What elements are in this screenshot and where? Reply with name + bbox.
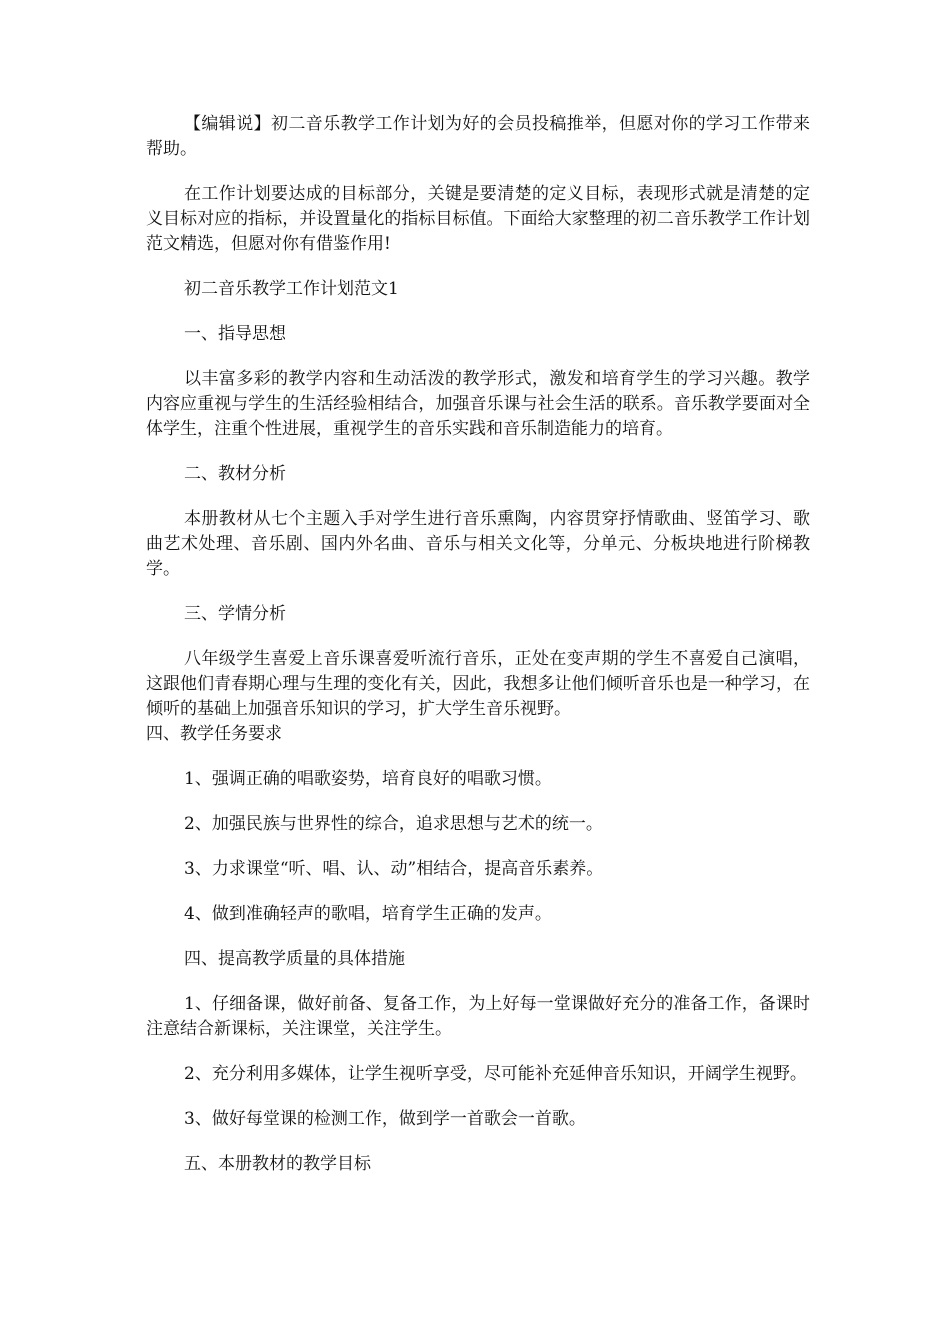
student-analysis-paragraph: 八年级学生喜爱上音乐课喜爱听流行音乐，正处在变声期的学生不喜爱自己演唱，这跟他们青春期心理与生理的变化有关，因此，我想多让他们倾听音乐也是一种学习，在倾听的基础上加强音乐知识的学习，扩大学生音乐视野。 xyxy=(146,649,810,719)
section-heading-teaching-tasks: 四、教学任务要求 xyxy=(146,724,282,744)
article-title: 初二音乐教学工作计划范文1 xyxy=(184,279,399,299)
quality-measure-item: 1、仔细备课，做好前备、复备工作，为上好每一堂课做好充分的准备工作，备课时注意结合新课标，关注课堂，关注学生。 xyxy=(146,994,810,1039)
guiding-thought-paragraph: 以丰富多彩的教学内容和生动活泼的教学形式，激发和培育学生的学习兴趣。教学内容应重视与学生的生活经验相结合，加强音乐课与社会生活的联系。音乐教学要面对全体学生，注重个性进展，重视学生的音乐实践和音乐制造能力的培育。 xyxy=(146,369,810,439)
section-heading-quality-measures: 四、提高教学质量的具体措施 xyxy=(184,949,405,969)
teaching-task-item: 4、做到准确轻声的歌唱，培育学生正确的发声。 xyxy=(184,904,552,924)
intro-paragraph: 在工作计划要达成的目标部分，关键是要清楚的定义目标，表现形式就是清楚的定义目标对应的指标，并设置量化的指标目标值。下面给大家整理的初二音乐教学工作计划范文精选，但愿对你有借鉴作用! xyxy=(146,184,810,254)
section-heading-student-analysis: 三、学情分析 xyxy=(184,604,286,624)
section-heading-textbook-analysis: 二、教材分析 xyxy=(184,464,286,484)
editor-note-paragraph: 【编辑说】初二音乐教学工作计划为好的会员投稿推举，但愿对你的学习工作带来帮助。 xyxy=(146,114,810,159)
teaching-task-item: 3、力求课堂“听、唱、认、动”相结合，提高音乐素养。 xyxy=(184,859,604,879)
document-body xyxy=(146,112,810,1197)
teaching-task-item: 1、强调正确的唱歌姿势，培育良好的唱歌习惯。 xyxy=(184,769,552,789)
quality-measure-item: 2、充分利用多媒体，让学生视听享受，尽可能补充延伸音乐知识，开阔学生视野。 xyxy=(184,1064,807,1084)
section-heading-teaching-goals: 五、本册教材的教学目标 xyxy=(184,1154,371,1174)
textbook-analysis-paragraph: 本册教材从七个主题入手对学生进行音乐熏陶，内容贯穿抒情歌曲、竖笛学习、歌曲艺术处理、音乐剧、国内外名曲、音乐与相关文化等，分单元、分板块地进行阶梯教学。 xyxy=(146,509,810,579)
teaching-task-item: 2、加强民族与世界性的综合，追求思想与艺术的统一。 xyxy=(184,814,603,834)
quality-measure-item: 3、做好每堂课的检测工作，做到学一首歌会一首歌。 xyxy=(184,1109,586,1129)
section-heading-guiding-thought: 一、指导思想 xyxy=(184,324,286,344)
